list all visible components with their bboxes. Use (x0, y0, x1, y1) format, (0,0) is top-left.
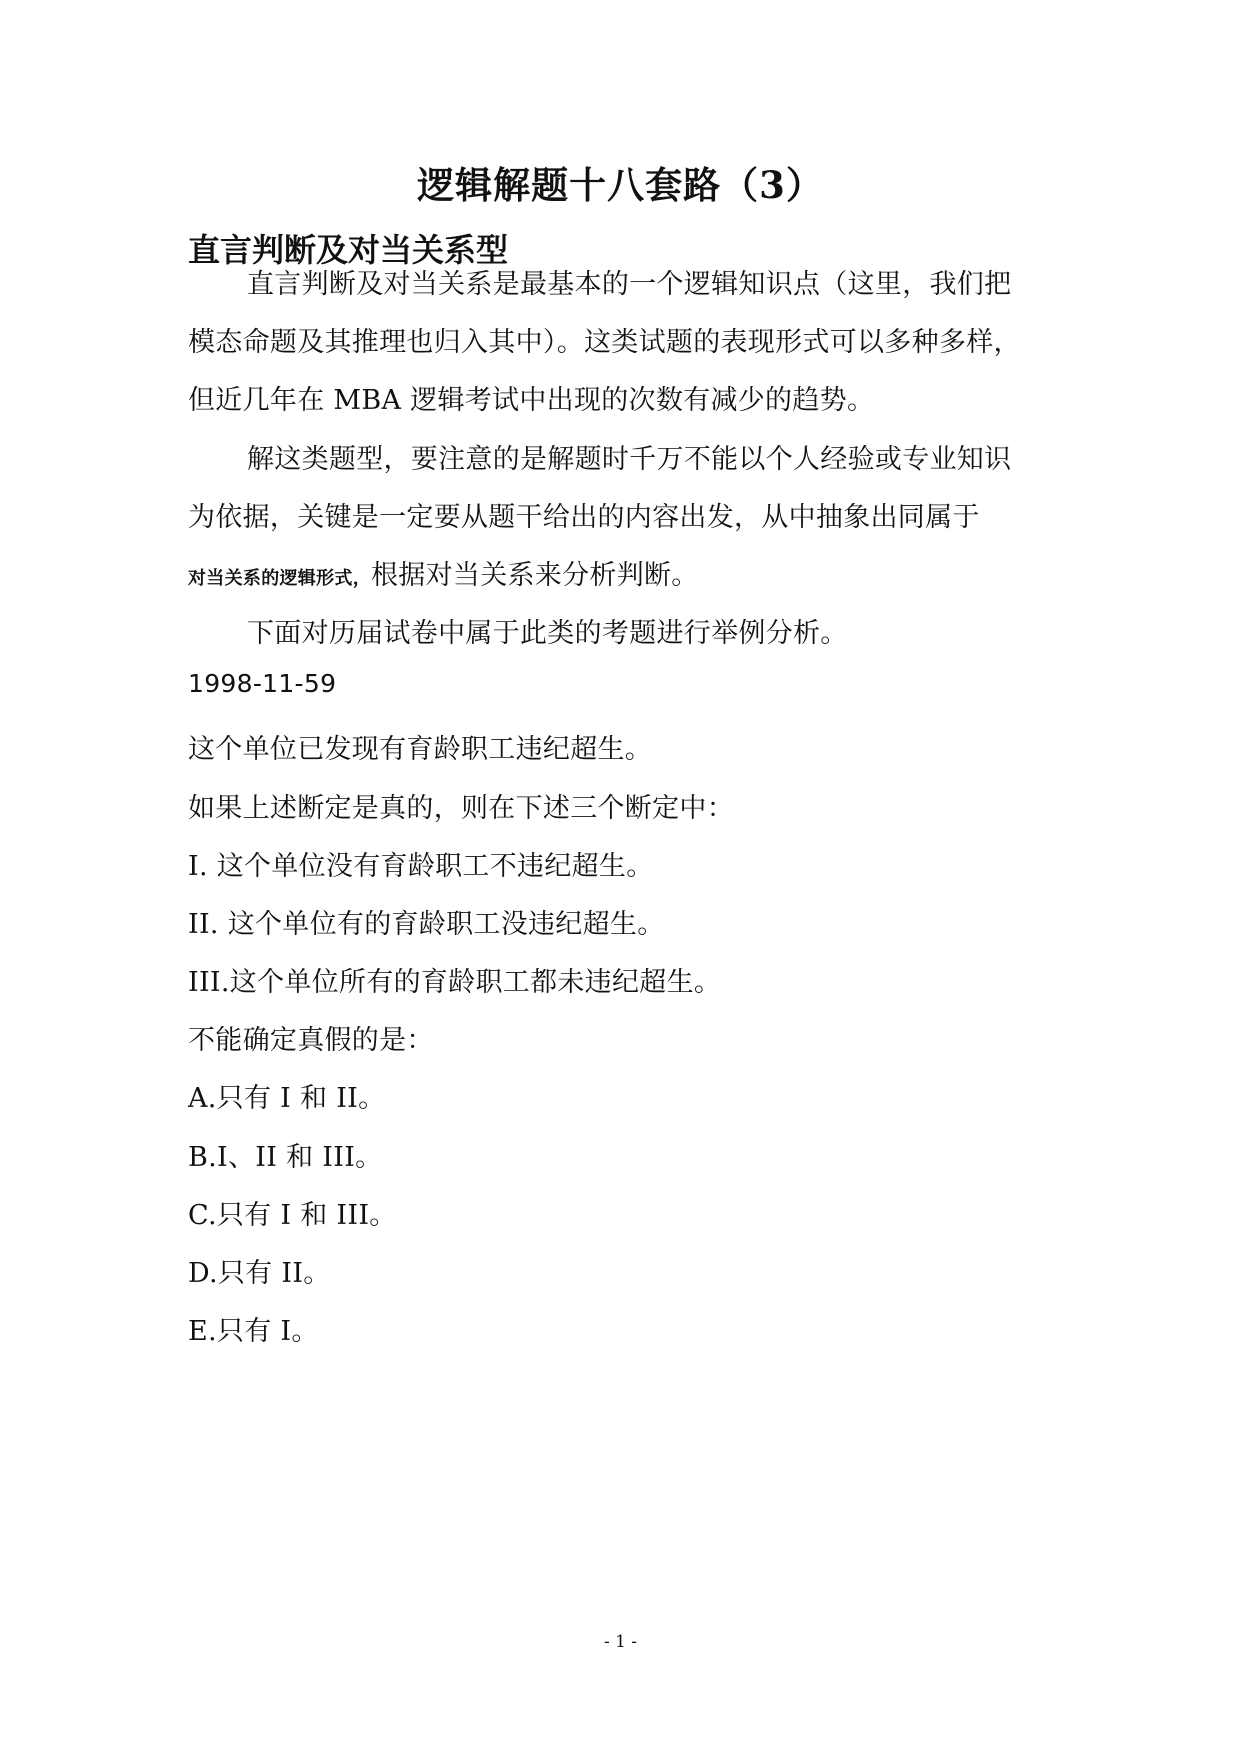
option-a: A.只有 I 和 II。 (188, 1083, 386, 1114)
paragraph-line-5: 为依据，关键是一定要从题干给出的内容出发，从中抽象出同属于 (188, 502, 980, 533)
question-condition: 如果上述断定是真的，则在下述三个断定中： (188, 793, 734, 824)
paragraph-line-6 (188, 553, 699, 592)
statement-2: II. 这个单位有的育龄职工没违纪超生。 (188, 909, 665, 940)
statement-3: III.这个单位所有的育龄职工都未违纪超生。 (188, 967, 722, 998)
section-heading: 直言判断及对当关系型 (188, 231, 509, 269)
question-id: 1998-11-59 (188, 669, 337, 698)
option-b: B.I、II 和 III。 (188, 1142, 383, 1173)
page-number: - 1 - (603, 1632, 638, 1652)
option-d: D.只有 II。 (188, 1258, 331, 1289)
paragraph-line-6-rest: 根据对当关系来分析判断。 (371, 560, 699, 591)
document-title: 逻辑解题十八套路（3） (417, 163, 824, 207)
paragraph-line-2: 模态命题及其推理也归入其中）。这类试题的表现形式可以多种多样， (188, 327, 1021, 358)
option-c: C.只有 I 和 III。 (188, 1200, 397, 1231)
paragraph-line-3: 但近几年在 MBA 逻辑考试中出现的次数有减少的趋势。 (188, 385, 875, 416)
question-stem: 这个单位已发现有育龄职工违纪超生。 (188, 734, 653, 765)
statement-1: I. 这个单位没有育龄职工不违纪超生。 (188, 851, 654, 882)
option-e: E.只有 I。 (188, 1316, 319, 1347)
intro-line: 下面对历届试卷中属于此类的考题进行举例分析。 (247, 618, 848, 649)
paragraph-line-1: 直言判断及对当关系是最基本的一个逻辑知识点（这里，我们把 (247, 269, 1012, 300)
paragraph-line-6-small: 对当关系的逻辑形式， (188, 568, 371, 589)
question-prompt: 不能确定真假的是： (188, 1025, 434, 1056)
paragraph-line-4: 解这类题型，要注意的是解题时千万不能以个人经验或专业知识 (247, 444, 1012, 475)
